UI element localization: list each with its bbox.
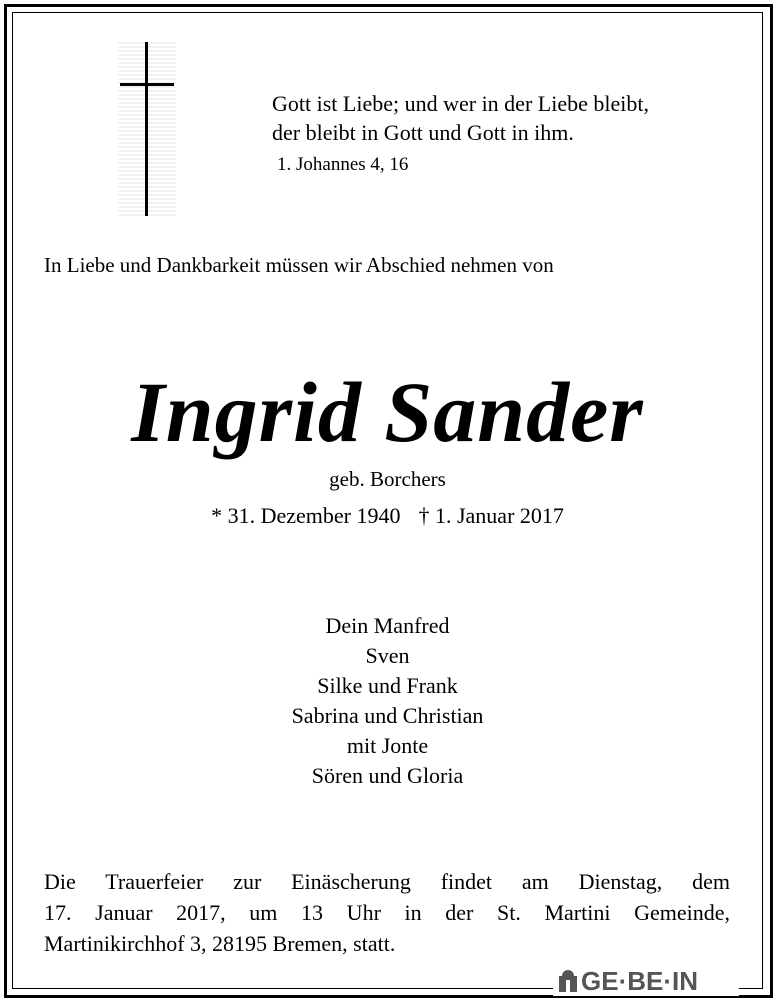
life-dates <box>0 503 775 529</box>
mourners-list <box>0 611 775 791</box>
gebein-mark-icon <box>559 970 577 992</box>
mourner-item: Silke und Frank <box>317 673 458 698</box>
notice-line-1: Die Trauerfeier zur Einäscherung findet am Dienstag, dem <box>44 869 730 894</box>
notice-line-2: 17. Januar 2017, um 13 Uhr in der St. Martini Gemeinde, <box>44 900 730 925</box>
mourner-item: Sabrina und Christian <box>291 703 484 728</box>
cross-horizontal-bar <box>120 83 174 86</box>
cross-icon <box>118 42 176 216</box>
deceased-name: Ingrid Sander <box>131 364 644 460</box>
verse-line-1: Gott ist Liebe; und wer in der Liebe bleibt, <box>272 91 649 116</box>
funeral-notice <box>44 866 730 959</box>
mourner-item: Dein Manfred <box>325 613 450 638</box>
verse-reference: 1. Johannes 4, 16 <box>277 154 409 175</box>
cross-vertical-bar <box>145 42 148 216</box>
notice-line-3: Martinikirchhof 3, 28195 Bremen, statt. <box>44 931 396 956</box>
intro-text: In Liebe und Dankbarkeit müssen wir Abschied nehmen von <box>44 253 554 277</box>
death-date: † 1. Januar 2017 <box>418 503 564 528</box>
maiden-name: geb. Borchers <box>329 467 446 491</box>
birth-date: * 31. Dezember 1940 <box>211 503 401 528</box>
bible-verse <box>272 89 649 147</box>
gebein-logo <box>553 966 739 996</box>
mourner-item: Sören und Gloria <box>311 763 464 788</box>
mourner-item: Sven <box>365 643 410 668</box>
verse-line-2: der bleibt in Gott und Gott in ihm. <box>272 120 574 145</box>
logo-text: GE·BE·IN <box>581 965 698 996</box>
mourner-item: mit Jonte <box>346 733 429 758</box>
